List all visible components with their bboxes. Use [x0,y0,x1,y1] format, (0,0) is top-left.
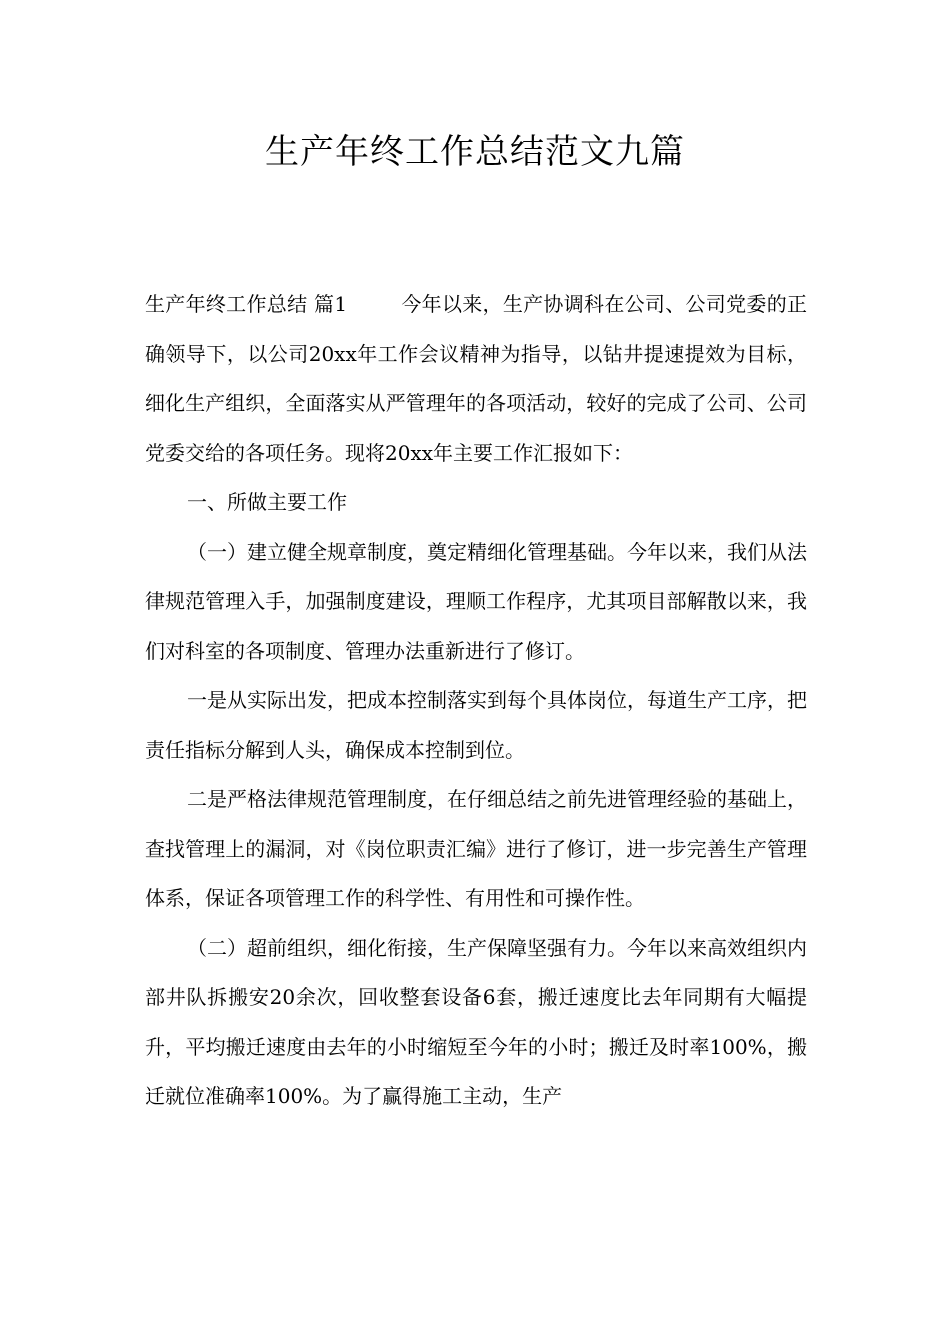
document-body [145,280,807,1122]
document-title: 生产年终工作总结范文九篇 [265,132,685,172]
paragraph-organization: （二）超前组织，细化衔接，生产保障坚强有力。今年以来高效组织内部井队拆搬安20余次，回收整套设备6套，搬迁速度比去年同期有大幅提升，平均搬迁速度由去年的小时缩短至今年的小时；搬迁及时率100%，搬迁就位准确率100%。为了赢得施工主动，生产 [145,935,807,1108]
paragraph-point-one: 一是从实际出发，把成本控制落实到每个具体岗位，每道生产工序，把责任指标分解到人头，确保成本控制到位。 [145,688,807,762]
paragraph-intro-text: 今年以来，生产协调科在公司、公司党委的正确领导下，以公司20xx年工作会议精神为指导，以钻井提速提效为目标，细化生产组织，全面落实从严管理年的各项活动，较好的完成了公司、公司党委交给的各项任务。现将20xx年主要工作汇报如下： [145,292,807,465]
paragraph-rules: （一）建立健全规章制度，奠定精细化管理基础。今年以来，我们从法律规范管理入手，加强制度建设，理顺工作程序，尤其项目部解散以来，我们对科室的各项制度、管理办法重新进行了修订。 [145,539,807,663]
paragraph-intro [145,280,807,478]
section-label: 生产年终工作总结 篇1 [145,292,348,316]
heading-main-work: 一、所做主要工作 [187,490,347,514]
paragraph-point-two: 二是严格法律规范管理制度，在仔细总结之前先进管理经验的基础上，查找管理上的漏洞，对《岗位职责汇编》进行了修订，进一步完善生产管理体系，保证各项管理工作的科学性、有用性和可操作性。 [145,787,807,910]
